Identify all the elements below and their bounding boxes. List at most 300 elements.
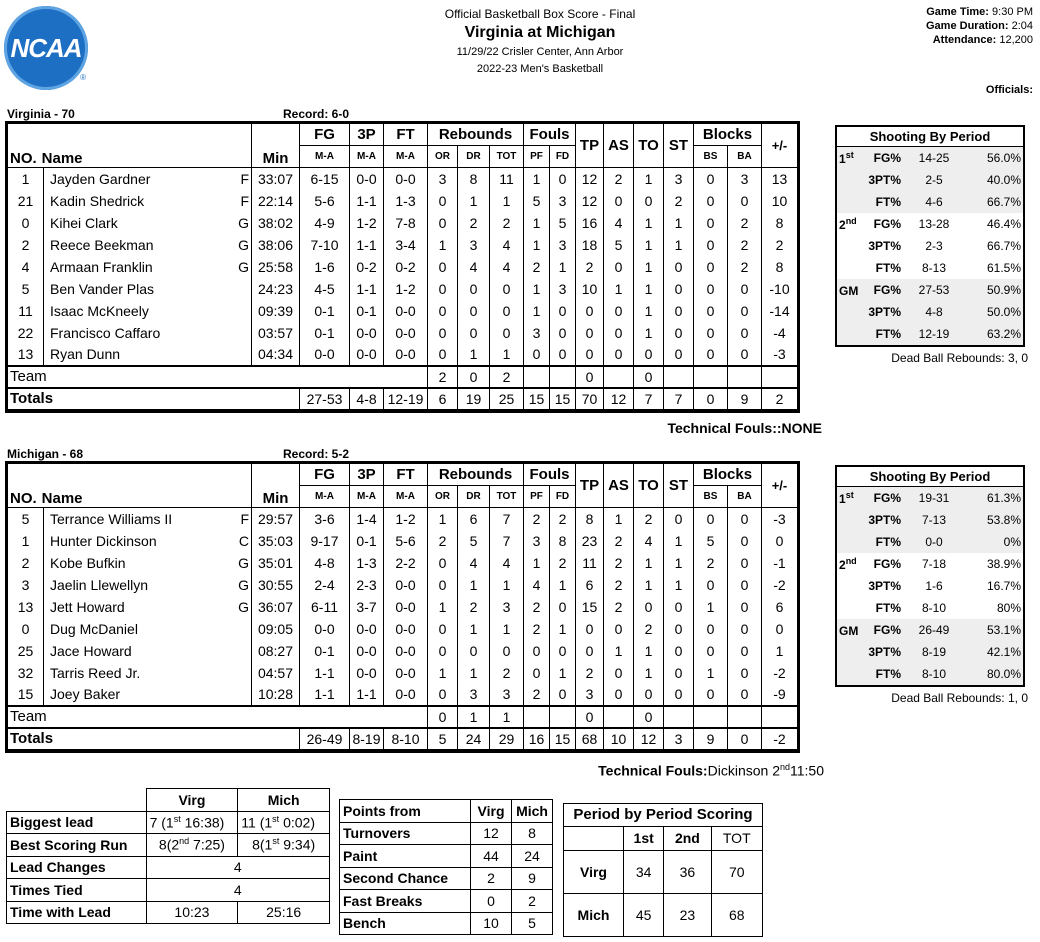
col-virg: Virg	[471, 800, 512, 823]
shooting-stat: FT%	[875, 261, 901, 275]
player-name: Reece Beekman	[50, 236, 154, 253]
cell-tot: 0	[490, 322, 524, 344]
player-row	[8, 344, 798, 366]
time-with-lead-virg: 10:23	[146, 901, 238, 924]
col-name: Name	[41, 490, 83, 507]
cell-no: 3	[8, 574, 44, 596]
totals-cell-tp3: 8-19	[350, 728, 384, 750]
cell-tp: 2	[576, 662, 604, 684]
cell-min: 10:28	[252, 684, 300, 706]
col-sub-ma: M-A	[300, 146, 350, 168]
cell-fd: 3	[550, 234, 576, 256]
player-row	[8, 256, 798, 278]
cell-st: 1	[664, 574, 694, 596]
michigan-dead-ball: Dead Ball Rebounds: 1, 0	[891, 691, 1028, 705]
michigan-technical-fouls	[420, 762, 824, 779]
shooting-made: 4-6	[925, 195, 943, 209]
cell-name	[44, 256, 252, 278]
player-row	[8, 640, 798, 662]
team-cell-tot: 1	[490, 706, 524, 728]
cell-ba: 0	[728, 684, 762, 706]
cell-dr: 1	[458, 344, 490, 366]
cell-fg: 5-6	[300, 190, 350, 212]
shooting-made: 26-49	[918, 623, 950, 637]
duration-label: Game Duration:	[926, 20, 1009, 32]
points-from-row	[340, 822, 553, 845]
cell-tp3: 0-0	[350, 168, 384, 190]
cell-tp: 15	[576, 596, 604, 618]
game-stats-table	[6, 788, 330, 924]
cell-fg: 9-17	[300, 530, 350, 552]
col-sub-dr: DR	[458, 146, 490, 168]
sup: st	[272, 836, 280, 847]
shooting-pct: 42.1%	[986, 645, 1021, 659]
cell-tp3: 0-0	[350, 662, 384, 684]
team-label: Team	[8, 706, 428, 728]
team-cell-dr: 1	[458, 706, 490, 728]
cell-or: 3	[428, 168, 458, 190]
cell-pm: -9	[762, 684, 798, 706]
cell-name	[44, 552, 252, 574]
cell-dr: 1	[458, 574, 490, 596]
cell-dr: 2	[458, 596, 490, 618]
totals-cell-st: 3	[664, 728, 694, 750]
totals-cell-fd: 15	[550, 728, 576, 750]
totals-row	[8, 388, 798, 410]
team-cell-tp: 0	[576, 706, 604, 728]
cell-fd: 1	[550, 574, 576, 596]
cell-no: 13	[8, 596, 44, 618]
cell-tot: 2	[490, 662, 524, 684]
cell-tp: 11	[576, 552, 604, 574]
player-row	[8, 552, 798, 574]
cell-tp: 18	[576, 234, 604, 256]
cell-tot: 1	[490, 574, 524, 596]
shooting-stat: 3PT%	[868, 239, 901, 253]
shooting-made: 12-19	[918, 327, 950, 341]
game-time-label: Game Time:	[926, 6, 989, 18]
cell-st: 0	[664, 662, 694, 684]
cell-pm: -1	[762, 552, 798, 574]
totals-row	[8, 728, 798, 750]
col-tot: TOT	[711, 826, 762, 850]
cell-bs: 1	[694, 662, 728, 684]
sup: nd	[179, 836, 190, 847]
cell-ft: 3-4	[384, 234, 428, 256]
cell-tot: 0	[490, 278, 524, 300]
col-3p: 3P	[350, 464, 384, 486]
cell-no: 11	[8, 300, 44, 322]
col-mich: Mich	[512, 800, 553, 823]
best-run-virg	[146, 834, 238, 857]
attendance: 12,200	[999, 34, 1033, 46]
cell-st: 0	[664, 508, 694, 530]
cell-or: 0	[428, 640, 458, 662]
cell-ft: 2-2	[384, 552, 428, 574]
col-1st: 1st	[624, 826, 664, 850]
cell-no: 32	[8, 662, 44, 684]
player-position: G	[238, 598, 249, 615]
cell-min: 04:34	[252, 344, 300, 366]
cell-fg: 1-1	[300, 684, 350, 706]
cell-fg: 0-1	[300, 322, 350, 344]
cell-bs: 0	[694, 344, 728, 366]
duration: 2:04	[1011, 20, 1033, 32]
col-sub-or: OR	[428, 146, 458, 168]
tech-value: :NONE	[776, 420, 822, 436]
cell-dr: 1	[458, 662, 490, 684]
cell-ft: 1-2	[384, 278, 428, 300]
points-from-mich: 24	[512, 845, 553, 868]
cell-to: 1	[634, 278, 664, 300]
cell-to: 1	[634, 574, 664, 596]
cell-tp: 0	[576, 618, 604, 640]
part: 0:02)	[279, 814, 315, 831]
cell-as: 0	[604, 300, 634, 322]
virginia-dead-ball: Dead Ball Rebounds: 3, 0	[891, 351, 1028, 365]
cell-st: 3	[664, 168, 694, 190]
team-cell-tot: 2	[490, 366, 524, 388]
shooting-pct: 56.0%	[986, 151, 1021, 165]
cell-pf: 3	[524, 530, 550, 552]
cell-ba: 0	[728, 596, 762, 618]
cell-or: 1	[428, 234, 458, 256]
cell-pm: -10	[762, 278, 798, 300]
points-from-mich: 8	[512, 822, 553, 845]
cell-name	[44, 234, 252, 256]
totals-cell-pf: 16	[524, 728, 550, 750]
cell-bs: 0	[694, 618, 728, 640]
team-cell-bs	[694, 366, 728, 388]
cell-st: 1	[664, 212, 694, 234]
col-fouls: Fouls	[524, 464, 576, 486]
cell-dr: 6	[458, 508, 490, 530]
cell-to: 1	[634, 300, 664, 322]
cell-min: 33:07	[252, 168, 300, 190]
cell-pf: 4	[524, 574, 550, 596]
cell-dr: 0	[458, 640, 490, 662]
col-sub-fd: FD	[550, 146, 576, 168]
cell-ba: 2	[728, 256, 762, 278]
virginia-shooting-by-period	[835, 125, 1025, 347]
cell-ft: 5-6	[384, 530, 428, 552]
mich-tot: 68	[711, 893, 762, 936]
cell-ft: 0-0	[384, 662, 428, 684]
cell-to: 1	[634, 552, 664, 574]
report-title: Official Basketball Box Score - Final	[444, 7, 636, 21]
cell-as: 2	[604, 530, 634, 552]
cell-tp3: 1-1	[350, 278, 384, 300]
cell-no: 15	[8, 684, 44, 706]
cell-bs: 0	[694, 168, 728, 190]
period-scoring-title: Period by Period Scoring	[564, 804, 763, 827]
cell-as: 0	[604, 662, 634, 684]
cell-dr: 0	[458, 278, 490, 300]
cell-tp: 0	[576, 344, 604, 366]
col-blocks: Blocks	[694, 124, 762, 146]
cell-tot: 0	[490, 640, 524, 662]
cell-as: 0	[604, 618, 634, 640]
shooting-row	[837, 169, 1023, 191]
cell-fg: 6-15	[300, 168, 350, 190]
cell-bs: 0	[694, 508, 728, 530]
shooting-made: 2-5	[925, 173, 943, 187]
cell-no: 22	[8, 322, 44, 344]
cell-tp3: 1-1	[350, 684, 384, 706]
points-from-mich: 9	[512, 867, 553, 890]
cell-or: 0	[428, 300, 458, 322]
shooting-pct: 50.0%	[986, 305, 1021, 319]
cell-fg: 1-6	[300, 256, 350, 278]
cell-no: 5	[8, 278, 44, 300]
cell-pf: 5	[524, 190, 550, 212]
cell-tp3: 1-2	[350, 212, 384, 234]
shooting-title: Shooting By Period	[837, 467, 1023, 487]
cell-pm: 2	[762, 234, 798, 256]
cell-bs: 0	[694, 322, 728, 344]
cell-bs: 0	[694, 684, 728, 706]
col-pm: +/-	[762, 464, 798, 508]
cell-or: 1	[428, 662, 458, 684]
cell-ba: 0	[728, 508, 762, 530]
virg-tot: 70	[711, 850, 762, 893]
shooting-pct: 61.3%	[986, 491, 1021, 505]
cell-ft: 0-2	[384, 256, 428, 278]
shooting-made: 0-0	[925, 535, 943, 549]
cell-min: 29:57	[252, 508, 300, 530]
totals-cell-pf: 15	[524, 388, 550, 410]
cell-pf: 2	[524, 618, 550, 640]
shooting-row	[837, 663, 1023, 685]
cell-dr: 0	[458, 322, 490, 344]
team-cell-bs	[694, 706, 728, 728]
team-cell-to: 0	[634, 706, 664, 728]
cell-or: 0	[428, 190, 458, 212]
player-row	[8, 212, 798, 234]
cell-min: 38:02	[252, 212, 300, 234]
shooting-row	[837, 553, 1023, 575]
cell-to: 1	[634, 640, 664, 662]
shooting-pct: 61.5%	[986, 261, 1021, 275]
shooting-made: 2-3	[925, 239, 943, 253]
cell-ft: 0-0	[384, 596, 428, 618]
cell-min: 38:06	[252, 234, 300, 256]
player-row	[8, 662, 798, 684]
shooting-row	[837, 619, 1023, 641]
cell-tp: 23	[576, 530, 604, 552]
sup: st	[272, 813, 280, 824]
shooting-pct: 46.4%	[986, 217, 1021, 231]
cell-to: 0	[634, 684, 664, 706]
cell-ft: 0-0	[384, 300, 428, 322]
period-num: 2	[839, 558, 846, 572]
part: 9:34)	[279, 837, 316, 854]
team-cell-st	[664, 706, 694, 728]
cell-pf: 1	[524, 168, 550, 190]
cell-ba: 0	[728, 300, 762, 322]
game-time: 9:30 PM	[992, 6, 1033, 18]
col-pm: +/-	[762, 124, 798, 168]
michigan-heading	[7, 447, 407, 461]
cell-no: 0	[8, 618, 44, 640]
cell-tp: 0	[576, 300, 604, 322]
ncaa-logo: NCAA ®	[4, 6, 88, 90]
col-tp: TP	[576, 124, 604, 168]
cell-tp3: 0-2	[350, 256, 384, 278]
totals-cell-to: 12	[634, 728, 664, 750]
team-cell-fd	[550, 706, 576, 728]
best-run-mich	[238, 834, 330, 857]
cell-to: 0	[634, 596, 664, 618]
period-num: 1	[839, 492, 846, 506]
cell-min: 09:05	[252, 618, 300, 640]
cell-pm: -2	[762, 662, 798, 684]
team-cell-as	[604, 366, 634, 388]
player-position: G	[238, 554, 249, 571]
shooting-row	[837, 509, 1023, 531]
cell-tp: 8	[576, 508, 604, 530]
team-row	[8, 706, 798, 728]
cell-dr: 2	[458, 212, 490, 234]
cell-tot: 1	[490, 618, 524, 640]
player-row	[8, 300, 798, 322]
cell-pf: 3	[524, 322, 550, 344]
shooting-period	[837, 216, 863, 232]
cell-name	[44, 278, 252, 300]
shooting-stat: 3PT%	[868, 579, 901, 593]
cell-or: 2	[428, 530, 458, 552]
player-position: F	[240, 510, 249, 527]
michigan-title: Michigan - 68	[7, 447, 84, 461]
col-sub-ma: M-A	[350, 486, 384, 508]
cell-fd: 2	[550, 508, 576, 530]
best-run-label: Best Scoring Run	[7, 834, 147, 857]
shooting-row	[837, 575, 1023, 597]
cell-to: 2	[634, 508, 664, 530]
cell-st: 2	[664, 190, 694, 212]
cell-tot: 2	[490, 212, 524, 234]
player-name: Ben Vander Plas	[50, 280, 155, 297]
totals-cell-ft: 8-10	[384, 728, 428, 750]
cell-ba: 3	[728, 168, 762, 190]
col-sub-tot: TOT	[490, 146, 524, 168]
cell-ba: 0	[728, 322, 762, 344]
shooting-period	[837, 556, 863, 572]
cell-or: 0	[428, 574, 458, 596]
team-cell-ba	[728, 366, 762, 388]
part: 8(1	[252, 837, 273, 854]
mich-2nd: 23	[664, 893, 711, 936]
tech-time: 11:50	[790, 762, 824, 779]
cell-dr: 3	[458, 234, 490, 256]
shooting-pct: 53.8%	[986, 513, 1021, 527]
cell-no: 1	[8, 168, 44, 190]
cell-name	[44, 596, 252, 618]
cell-bs: 0	[694, 300, 728, 322]
cell-tp3: 0-1	[350, 300, 384, 322]
col-virg: Virg	[146, 789, 238, 812]
cell-as: 0	[604, 190, 634, 212]
points-from-row	[340, 867, 553, 890]
cell-bs: 2	[694, 552, 728, 574]
player-row	[8, 596, 798, 618]
team-cell-tp: 0	[576, 366, 604, 388]
part: 11 (1	[241, 814, 273, 831]
cell-st: 0	[664, 322, 694, 344]
cell-tp3: 0-1	[350, 530, 384, 552]
points-from-mich: 2	[512, 890, 553, 913]
cell-tp3: 2-3	[350, 574, 384, 596]
cell-fd: 0	[550, 640, 576, 662]
cell-name	[44, 344, 252, 366]
player-position: F	[240, 192, 249, 209]
cell-or: 1	[428, 596, 458, 618]
cell-pf: 2	[524, 256, 550, 278]
period-sup: st	[845, 150, 854, 160]
cell-pm: -3	[762, 508, 798, 530]
cell-fg: 0-1	[300, 300, 350, 322]
player-name: Jaelin Llewellyn	[50, 576, 149, 593]
team-cell-pm	[762, 706, 798, 728]
totals-cell-to: 7	[634, 388, 664, 410]
cell-ba: 0	[728, 344, 762, 366]
cell-tp3: 1-4	[350, 508, 384, 530]
totals-cell-bs: 0	[694, 388, 728, 410]
cell-fg: 2-4	[300, 574, 350, 596]
cell-pf: 2	[524, 596, 550, 618]
player-name: Isaac McKneely	[50, 302, 149, 319]
totals-cell-as: 10	[604, 728, 634, 750]
cell-dr: 0	[458, 300, 490, 322]
cell-tot: 1	[490, 344, 524, 366]
points-from-row	[340, 890, 553, 913]
player-position: G	[238, 258, 249, 275]
points-from-virg: 44	[471, 845, 512, 868]
shooting-made: 7-13	[921, 513, 947, 527]
michigan-table	[7, 463, 798, 751]
cell-tp3: 1-1	[350, 190, 384, 212]
totals-cell-pm: -2	[762, 728, 798, 750]
shooting-pct: 0%	[1003, 535, 1021, 549]
cell-no: 25	[8, 640, 44, 662]
team-cell-or: 0	[428, 706, 458, 728]
period-num: 2	[839, 218, 846, 232]
cell-ft: 0-0	[384, 640, 428, 662]
cell-min: 04:57	[252, 662, 300, 684]
team-cell-ba	[728, 706, 762, 728]
col-sub-tot: TOT	[490, 486, 524, 508]
shooting-made: 7-18	[921, 557, 947, 571]
blank-cell	[564, 826, 624, 850]
cell-dr: 4	[458, 552, 490, 574]
part: 16:38)	[180, 814, 225, 831]
cell-as: 5	[604, 234, 634, 256]
player-row	[8, 618, 798, 640]
shooting-stat: FG%	[873, 217, 901, 231]
cell-ft: 0-0	[384, 168, 428, 190]
virginia-title: Virginia - 70	[7, 107, 75, 121]
cell-fd: 2	[550, 552, 576, 574]
col-rebounds: Rebounds	[428, 464, 524, 486]
biggest-lead-label: Biggest lead	[7, 811, 147, 834]
cell-as: 2	[604, 596, 634, 618]
virg-2nd: 36	[664, 850, 711, 893]
cell-fg: 6-11	[300, 596, 350, 618]
player-name: Dug McDaniel	[50, 620, 138, 637]
player-name: Jett Howard	[50, 598, 125, 615]
period-num: GM	[839, 284, 859, 298]
shooting-made: 8-10	[921, 667, 947, 681]
